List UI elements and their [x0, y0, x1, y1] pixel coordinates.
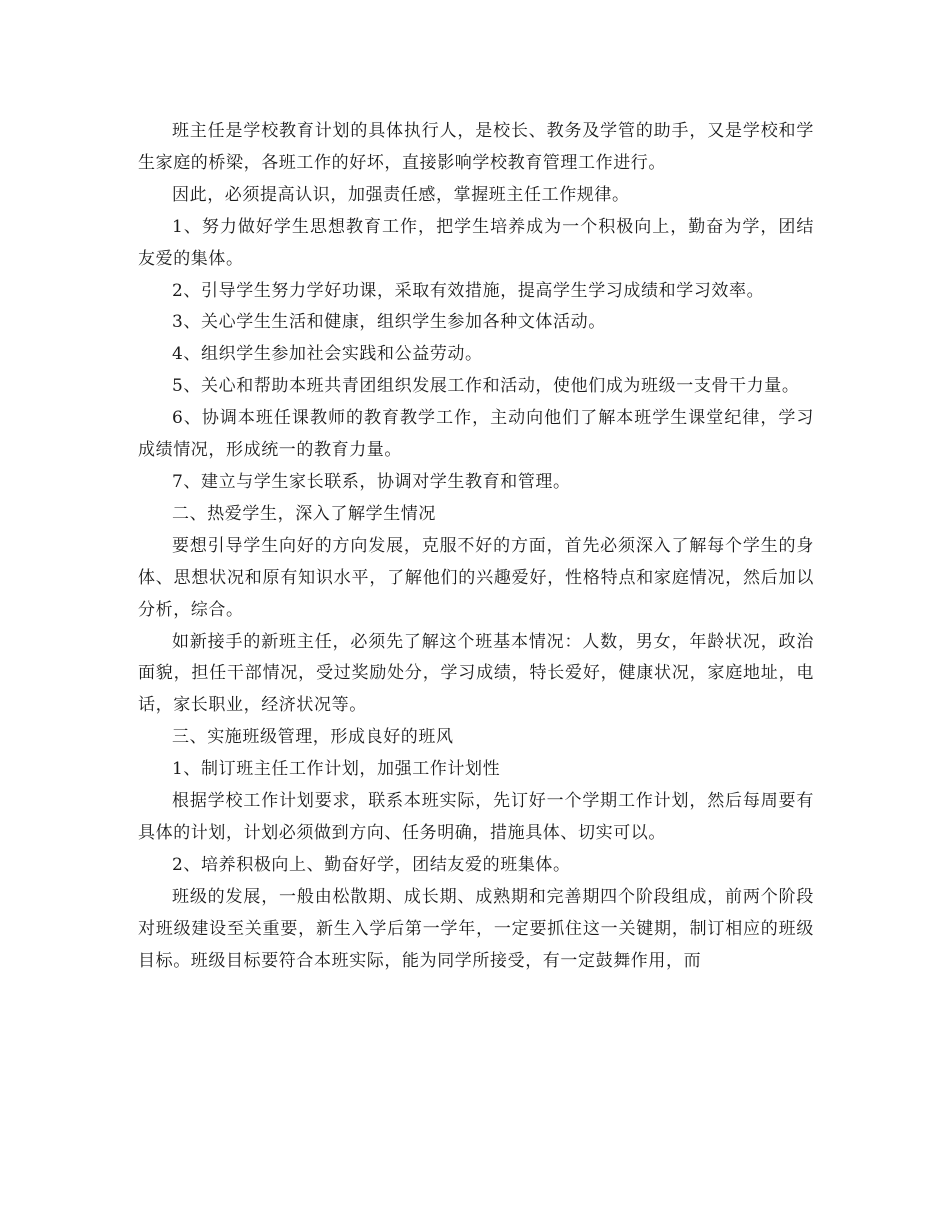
paragraph-work-plan: 根据学校工作计划要求，联系本班实际，先订好一个学期工作计划，然后每周要有具体的计划，计划必须做到方向、任务明确，措施具体、切实可以。: [138, 791, 814, 843]
subheading-class-collective: 2、培养积极向上、勤奋好学，团结友爱的班集体。: [172, 854, 571, 875]
section-heading-3: 三、实施班级管理，形成良好的班风: [172, 727, 454, 748]
document-body: [138, 116, 814, 977]
paragraph-item-6: 6、协调本班任课教师的教育教学工作，主动向他们了解本班学生课堂纪律，学习成绩情况，形成统一的教育力量。: [138, 408, 814, 461]
paragraph-understand-students: 要想引导学生向好的方向发展，克服不好的方面，首先必须深入了解每个学生的身体、思想状况和原有知识水平，了解他们的兴趣爱好，性格特点和家庭情况，然后加以分析，综合。: [138, 535, 814, 620]
paragraph-therefore: 因此，必须提高认识，加强责任感，掌握班主任工作规律。: [172, 184, 630, 205]
subheading-work-plan: 1、制订班主任工作计划，加强工作计划性: [172, 759, 501, 780]
paragraph-item-3: 3、关心学生生活和健康，组织学生参加各种文体活动。: [172, 312, 606, 333]
paragraph-intro: 班主任是学校教育计划的具体执行人，是校长、教务及学管的助手，又是学校和学生家庭的桥梁，各班工作的好坏，直接影响学校教育管理工作进行。: [138, 121, 814, 173]
paragraph-item-7: 7、建立与学生家长联系，协调对学生教育和管理。: [172, 471, 571, 492]
paragraph-class-development: 班级的发展，一般由松散期、成长期、成熟期和完善期四个阶段组成，前两个阶段对班级建设至关重要，新生入学后第一学年，一定要抓住这一关键期，制订相应的班级目标。班级目标要符合本班实际，能为同学所接受，有一定鼓舞作用，而: [138, 886, 814, 971]
section-heading-2: 二、热爱学生，深入了解学生情况: [172, 503, 436, 524]
paragraph-new-class-teacher: 如新接手的新班主任，必须先了解这个班基本情况：人数，男女，年龄状况，政治面貌，担任干部情况，受过奖励处分，学习成绩，特长爱好，健康状况，家庭地址，电话，家长职业，经济状况等。: [138, 631, 814, 716]
paragraph-item-1: 1、努力做好学生思想教育工作，把学生培养成为一个积极向上，勤奋为学，团结友爱的集体。: [138, 216, 814, 269]
paragraph-item-5: 5、关心和帮助本班共青团组织发展工作和活动，使他们成为班级一支骨干力量。: [172, 376, 800, 397]
paragraph-item-4: 4、组织学生参加社会实践和公益劳动。: [172, 344, 483, 365]
paragraph-item-2: 2、引导学生努力学好功课，采取有效措施，提高学生学习成绩和学习效率。: [172, 280, 765, 301]
